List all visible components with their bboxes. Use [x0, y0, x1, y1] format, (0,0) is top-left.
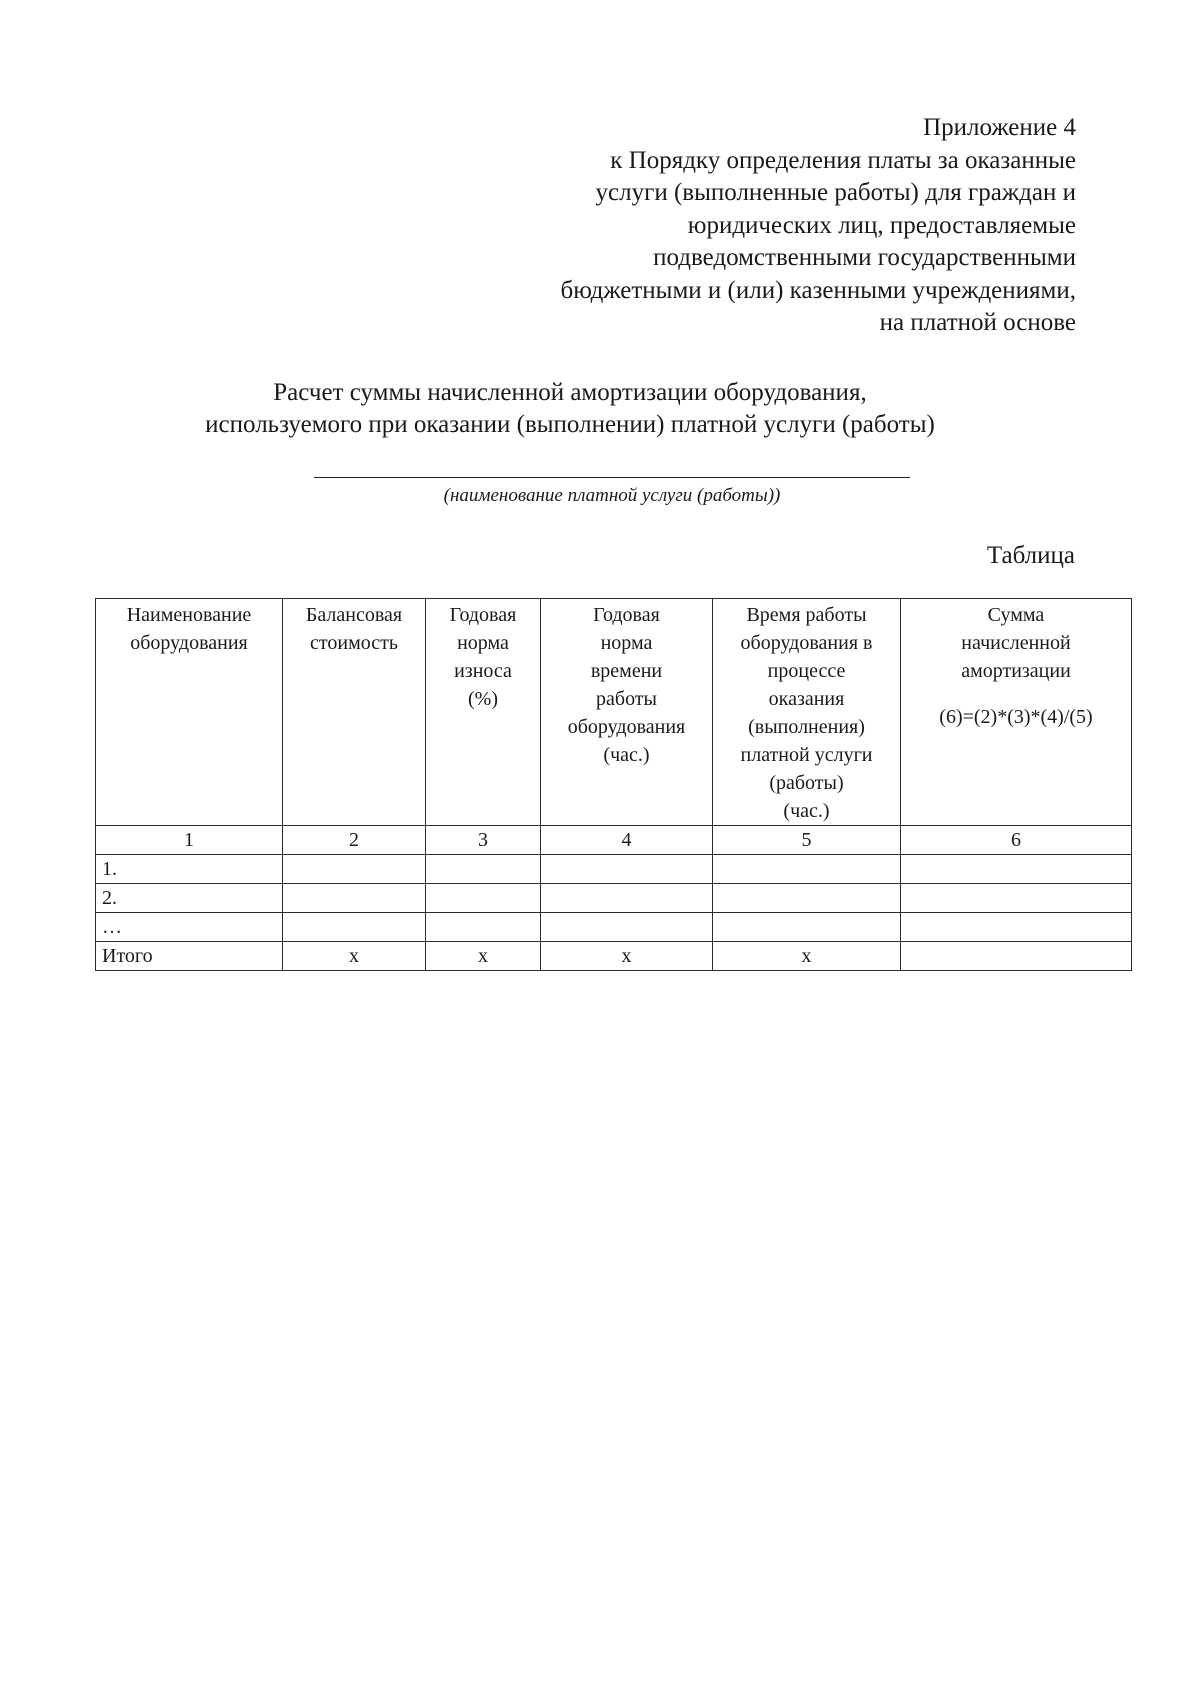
appendix-line: подведомственными государственными: [653, 244, 1076, 271]
total-label: Итого: [96, 942, 283, 971]
column-number: 2: [283, 826, 426, 855]
column-number: 1: [96, 826, 283, 855]
header-text: (час.): [783, 800, 830, 822]
header-equipment-name: [96, 599, 283, 826]
appendix-line: Приложение 4: [923, 114, 1076, 141]
header-text: норма: [600, 632, 653, 654]
table-cell: [426, 855, 541, 884]
table-cell: [283, 884, 426, 913]
table-cell: 2.: [96, 884, 283, 913]
document-title: [0, 377, 1140, 441]
header-text: оборудования в: [740, 632, 873, 654]
table-cell: x: [713, 942, 901, 971]
table-cell: 1.: [96, 855, 283, 884]
appendix-line: услуги (выполненные работы) для граждан и: [595, 179, 1076, 206]
appendix-reference: [416, 112, 1076, 340]
table-cell: [283, 913, 426, 942]
appendix-line: юридических лиц, предоставляемые: [687, 211, 1076, 239]
header-service-operating-time: [713, 599, 901, 826]
table-row: [96, 855, 1132, 884]
table-cell: [426, 913, 541, 942]
header-text: времени: [590, 660, 663, 682]
header-text: оборудования: [567, 716, 686, 738]
header-text: амортизации: [961, 660, 1071, 682]
header-text: начисленной: [961, 632, 1071, 654]
table-cell: [901, 913, 1132, 942]
header-text: Годовая: [593, 604, 660, 626]
appendix-line: к Порядку определения платы за оказанные: [610, 146, 1076, 174]
table-cell: …: [96, 913, 283, 942]
table-header-row: [96, 599, 1132, 826]
table-cell: x: [541, 942, 713, 971]
header-text: оказания: [768, 688, 845, 710]
appendix-line: на платной основе: [879, 309, 1076, 336]
header-text: (%): [468, 688, 498, 710]
table-cell: [901, 884, 1132, 913]
column-number: 6: [901, 826, 1132, 855]
header-text: Наименование: [126, 604, 252, 626]
header-book-value: [283, 599, 426, 826]
header-text: (работы): [769, 772, 844, 794]
service-name-caption: (наименование платной услуги (работы)): [443, 485, 781, 506]
table-cell: [901, 855, 1132, 884]
column-number: 5: [713, 826, 901, 855]
depreciation-table: [95, 598, 1132, 971]
header-text: Балансовая: [305, 604, 403, 626]
table-cell: [541, 884, 713, 913]
header-text: оборудования: [130, 632, 248, 654]
header-text: Время работы: [746, 604, 867, 626]
header-text: Сумма: [987, 604, 1045, 626]
header-depreciation-sum: [901, 599, 1132, 826]
appendix-line: бюджетными и (или) казенными учреждениями,: [560, 276, 1076, 304]
table-cell: [713, 884, 901, 913]
table-cell: [426, 884, 541, 913]
service-name-blank-line: [314, 477, 910, 478]
table-row: [96, 913, 1132, 942]
table-cell: [901, 942, 1132, 971]
table-row: [96, 884, 1132, 913]
table-cell: [541, 913, 713, 942]
header-text: Годовая: [449, 604, 517, 626]
column-number-row: [96, 826, 1132, 855]
title-line-2: используемого при оказании (выполнении) платной услуги (работы): [205, 411, 935, 438]
title-line-1: Расчет суммы начисленной амортизации оборудования,: [273, 379, 867, 406]
header-text: процессе: [767, 660, 846, 682]
header-annual-operating-time: [541, 599, 713, 826]
table-label: Таблица: [986, 542, 1075, 569]
header-annual-wear-rate: [426, 599, 541, 826]
table-cell: [713, 855, 901, 884]
header-text: износа: [454, 660, 512, 682]
header-text: работы: [596, 688, 657, 710]
header-text: платной услуги: [740, 744, 873, 766]
header-spacer: [905, 685, 1127, 703]
table-cell: [283, 855, 426, 884]
table-cell: x: [426, 942, 541, 971]
header-text: стоимость: [310, 632, 398, 654]
table-cell: [713, 913, 901, 942]
header-text: (час.): [603, 744, 650, 766]
header-text: норма: [457, 632, 509, 654]
header-formula: (6)=(2)*(3)*(4)/(5): [939, 706, 1093, 728]
table-cell: [541, 855, 713, 884]
column-number: 4: [541, 826, 713, 855]
table-cell: x: [283, 942, 426, 971]
column-number: 3: [426, 826, 541, 855]
header-text: (выполнения): [748, 716, 865, 738]
total-row: [96, 942, 1132, 971]
